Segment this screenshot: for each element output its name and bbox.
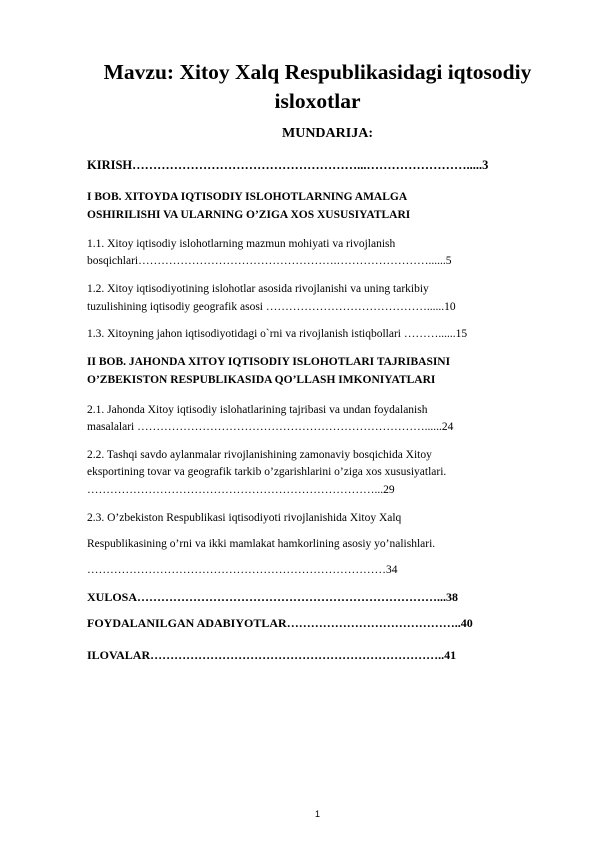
- toc-entry-1-3: 1.3. Xitoyning jahon iqtisodiyotidagi o`rni va rivojlanish istiqbollari ………......15: [87, 328, 468, 340]
- toc-entry-1-2-line-1: 1.2. Xitoy iqtisodiyotining islohotlar asosida rivojlanishi va uning tarkibiy: [87, 283, 429, 295]
- toc-entry-1-1-line-1: 1.1. Xitoy iqtisodiy islohotlarning mazmun mohiyati va rivojlanish: [87, 238, 396, 250]
- toc-heading: MUNDARIJA:: [282, 126, 373, 141]
- toc-entry-2-1-line-2: masalalari …………………………………………………………………......24: [87, 421, 454, 433]
- chapter-1-title-line-1: I BOB. XITOYDA IQTISODIY ISLOHOTLARNING AMALGA: [87, 191, 408, 203]
- toc-entry-2-2-line-2: eksportining tovar va geografik tarkib o’zgarishlarini o’ziga xos xususiyatlari.: [87, 466, 447, 478]
- toc-entry-ilovalar: ILOVALAR………………………………………………………………..41: [87, 648, 457, 662]
- toc-entry-2-3-line-2: Respublikasining o’rni va ikki mamlakat hamkorlining asosiy yo’nalishlari.: [87, 538, 436, 550]
- page-title: Mavzu: Xitoy Xalq Respublikasidagi iqtosodiy isloxotlar: [103, 60, 532, 113]
- page-number: 1: [314, 809, 320, 819]
- toc-entry-xulosa: XULOSA…………………………………………………………………...38: [87, 590, 459, 604]
- toc-entry-kirish: KIRISH………………………………………………...…………………….....3: [87, 158, 489, 172]
- toc-entry-2-1-line-1: 2.1. Jahonda Xitoy iqtisodiy islohatlarining tajribasi va undan foydalanish: [87, 404, 428, 416]
- chapter-2-title-line-2: O’ZBEKISTON RESPUBLIKASIDA QO’LLASH IMKONIYATLARI: [87, 374, 436, 386]
- chapter-1-title-line-2: OSHIRILISHI VA ULARNING O’ZIGA XOS XUSUSIYATLARI: [87, 209, 411, 221]
- toc-entry-adabiyotlar: FOYDALANILGAN ADABIYOTLAR……………………………………..40: [87, 616, 473, 630]
- toc-entry-2-3-line-3: ……………………………………………………………………34: [87, 564, 398, 576]
- toc-entry-1-1-line-2: bosqichlari…………………………………………….……………………......5: [87, 255, 452, 267]
- chapter-2-title-line-1: II BOB. JAHONDA XITOY IQTISODIY ISLOHOTLARI TAJRIBASINI: [87, 356, 451, 368]
- toc-entry-2-3-line-1: 2.3. O’zbekiston Respublikasi iqtisodiyoti rivojlanishida Xitoy Xalq: [87, 512, 402, 524]
- toc-entry-2-2-line-3: …………………………………………………………………...29: [87, 484, 395, 496]
- toc-entry-2-2-line-1: 2.2. Tashqi savdo aylanmalar rivojlanishining zamonaviy bosqichida Xitoy: [87, 449, 432, 461]
- toc-entry-1-2-line-2: tuzulishining iqtisodiy geografik asosi ……………………………………......10: [87, 301, 456, 313]
